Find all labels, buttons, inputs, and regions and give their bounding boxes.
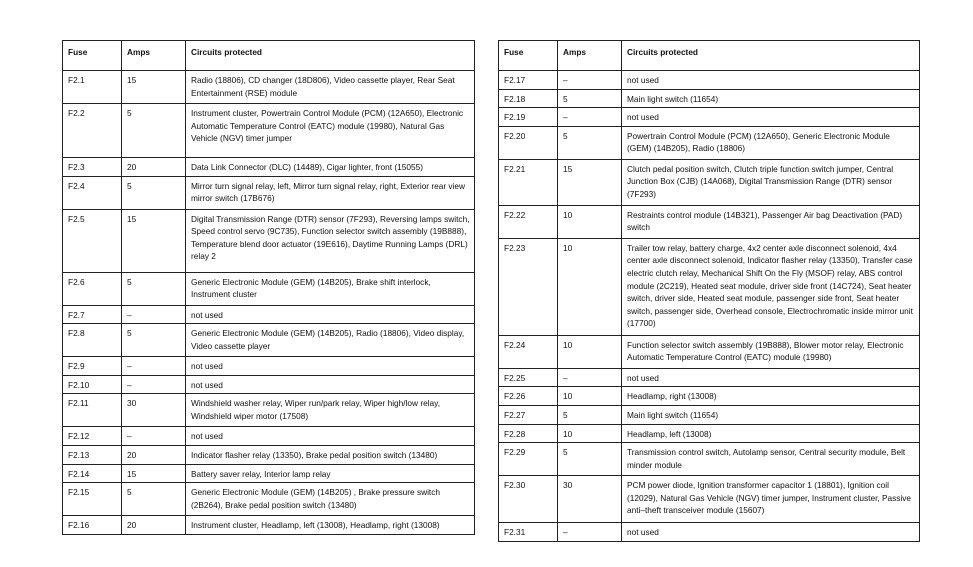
fuse-cell: F2.23 (499, 238, 558, 335)
fuse-table-right (498, 40, 920, 542)
fuse-cell: F2.1 (63, 71, 122, 104)
fuse-cell: F2.26 (499, 387, 558, 406)
circuits-cell: Headlamp, left (13008) (622, 424, 920, 443)
table-row (499, 387, 920, 406)
header-circuits: Circuits protected (186, 41, 475, 71)
amps-cell: – (558, 71, 622, 90)
table-row (63, 209, 475, 272)
amps-cell: 15 (122, 464, 186, 483)
fuse-cell: F2.21 (499, 159, 558, 205)
table-row (63, 427, 475, 446)
amps-cell: 10 (558, 424, 622, 443)
circuits-cell: Main light switch (11654) (622, 89, 920, 108)
table-row (63, 176, 475, 209)
fuse-cell: F2.13 (63, 445, 122, 464)
circuits-cell: not used (186, 305, 475, 324)
header-fuse: Fuse (499, 41, 558, 71)
amps-cell: 10 (558, 335, 622, 368)
circuits-cell: Powertrain Control Module (PCM) (12A650), Generic Electronic Module (GEM) (14B205), Radio (18806) (622, 126, 920, 159)
table-row (499, 368, 920, 387)
amps-cell: 15 (122, 209, 186, 272)
fuse-cell: F2.10 (63, 375, 122, 394)
table-row (499, 108, 920, 127)
table-row (499, 335, 920, 368)
circuits-cell: not used (622, 523, 920, 542)
amps-cell: 10 (558, 205, 622, 238)
circuits-cell: Battery saver relay, Interior lamp relay (186, 464, 475, 483)
fuse-cell: F2.30 (499, 476, 558, 523)
table-row (499, 476, 920, 523)
circuits-cell: Generic Electronic Module (GEM) (14B205) , Brake pressure switch (2B264), Brake pedal position switch (13480) (186, 483, 475, 516)
fuse-cell: F2.4 (63, 176, 122, 209)
fuse-cell: F2.7 (63, 305, 122, 324)
circuits-cell: Function selector switch assembly (19B888), Blower motor relay, Electronic Automatic Temperature Control (EATC) module (19980) (622, 335, 920, 368)
circuits-cell: Transmission control switch, Autolamp sensor, Central security module, Belt minder module (622, 443, 920, 476)
amps-cell: – (122, 357, 186, 376)
table-row (499, 443, 920, 476)
table-row (63, 375, 475, 394)
table-row (63, 483, 475, 516)
table-row (63, 516, 475, 535)
amps-cell: – (558, 108, 622, 127)
header-fuse: Fuse (63, 41, 122, 71)
circuits-cell: not used (186, 375, 475, 394)
circuits-cell: Indicator flasher relay (13350), Brake pedal position switch (13480) (186, 445, 475, 464)
fuse-cell: F2.19 (499, 108, 558, 127)
amps-cell: 30 (558, 476, 622, 523)
amps-cell: 15 (558, 159, 622, 205)
header-circuits: Circuits protected (622, 41, 920, 71)
amps-cell: – (122, 427, 186, 446)
amps-cell: 5 (122, 272, 186, 305)
fuse-cell: F2.12 (63, 427, 122, 446)
table-row (499, 238, 920, 335)
amps-cell: 5 (122, 324, 186, 357)
circuits-cell: Restraints control module (14B321), Passenger Air bag Deactivation (PAD) switch (622, 205, 920, 238)
fuse-cell: F2.2 (63, 104, 122, 158)
amps-cell: 5 (558, 405, 622, 424)
circuits-cell: Generic Electronic Module (GEM) (14B205), Brake shift interlock, Instrument cluster (186, 272, 475, 305)
fuse-cell: F2.16 (63, 516, 122, 535)
circuits-cell: Instrument cluster, Powertrain Control Module (PCM) (12A650), Electronic Automatic Temperature Control (EATC) module (19980), Natural Gas Vehicle (NGV) timer jumper (186, 104, 475, 158)
amps-cell: 5 (122, 483, 186, 516)
amps-cell: – (122, 375, 186, 394)
amps-cell: 10 (558, 387, 622, 406)
fuse-cell: F2.22 (499, 205, 558, 238)
table-row (63, 394, 475, 427)
fuse-cell: F2.8 (63, 324, 122, 357)
circuits-cell: not used (622, 108, 920, 127)
circuits-cell: Data Link Connector (DLC) (14489), Cigar lighter, front (15055) (186, 158, 475, 177)
fuse-table-left (62, 40, 475, 535)
table-row (499, 159, 920, 205)
circuits-cell: Main light switch (11654) (622, 405, 920, 424)
fuse-cell: F2.29 (499, 443, 558, 476)
table-header-row (499, 41, 920, 71)
circuits-cell: not used (622, 368, 920, 387)
table-row (499, 405, 920, 424)
circuits-cell: Radio (18806), CD changer (18D806), Video cassette player, Rear Seat Entertainment (RSE) module (186, 71, 475, 104)
table-row (63, 445, 475, 464)
circuits-cell: Trailer tow relay, battery charge, 4x2 center axle disconnect solenoid, 4x4 center axle disconnect solenoid, Indicator flasher relay (13350), Transfer case electric clutch relay, Mechanical Shift On the Fly (MSOF) relay, ABS control module (2C219), Heated seat module, driver side front (14C724), Seat heater switch, driver side, Heated seat module, passenger side front, Seat heater switch, passenger side, Overhead console, Electrochromatic inside mirror unit (17700) (622, 238, 920, 335)
table-row (499, 89, 920, 108)
table-row (499, 71, 920, 90)
circuits-cell: Mirror turn signal relay, left, Mirror turn signal relay, right, Exterior rear view mirror switch (17B676) (186, 176, 475, 209)
circuits-cell: not used (622, 71, 920, 90)
circuits-cell: Instrument cluster, Headlamp, left (13008), Headlamp, right (13008) (186, 516, 475, 535)
fuse-cell: F2.31 (499, 523, 558, 542)
fuse-cell: F2.14 (63, 464, 122, 483)
table-row (63, 71, 475, 104)
amps-cell: 5 (122, 104, 186, 158)
table-row (63, 464, 475, 483)
amps-cell: 15 (122, 71, 186, 104)
fuse-cell: F2.25 (499, 368, 558, 387)
circuits-cell: Headlamp, right (13008) (622, 387, 920, 406)
circuits-cell: PCM power diode, Ignition transformer capacitor 1 (18801), Ignition coil (12029), Natural Gas Vehicle (NGV) timer jumper, Instrument cluster, Passive anti–theft transceiver module (15607) (622, 476, 920, 523)
table-row (499, 523, 920, 542)
circuits-cell: Generic Electronic Module (GEM) (14B205), Radio (18806), Video display, Video cassette player (186, 324, 475, 357)
table-row (63, 305, 475, 324)
table-row (499, 205, 920, 238)
fuse-cell: F2.24 (499, 335, 558, 368)
fuse-cell: F2.6 (63, 272, 122, 305)
circuits-cell: Windshield washer relay, Wiper run/park relay, Wiper high/low relay, Windshield wiper motor (17508) (186, 394, 475, 427)
amps-cell: 5 (558, 443, 622, 476)
circuits-cell: Digital Transmission Range (DTR) sensor (7F293), Reversing lamps switch, Speed control servo (9C735), Function selector switch assembly (19B888), Temperature blend door actuator (19E616), Daytime Running Lamps (DRL) relay 2 (186, 209, 475, 272)
amps-cell: 20 (122, 445, 186, 464)
circuits-cell: not used (186, 427, 475, 446)
amps-cell: 5 (558, 126, 622, 159)
amps-cell: 10 (558, 238, 622, 335)
fuse-cell: F2.15 (63, 483, 122, 516)
circuits-cell: Clutch pedal position switch, Clutch triple function switch jumper, Central Junction Box (CJB) (14A068), Digital Transmission Range (DTR) sensor (7F293) (622, 159, 920, 205)
header-amps: Amps (558, 41, 622, 71)
amps-cell: – (558, 523, 622, 542)
table-row (499, 126, 920, 159)
amps-cell: 30 (122, 394, 186, 427)
amps-cell: – (558, 368, 622, 387)
table-row (499, 424, 920, 443)
header-amps: Amps (122, 41, 186, 71)
table-row (63, 158, 475, 177)
amps-cell: 5 (558, 89, 622, 108)
table-header-row (63, 41, 475, 71)
circuits-cell: not used (186, 357, 475, 376)
amps-cell: 20 (122, 158, 186, 177)
fuse-cell: F2.20 (499, 126, 558, 159)
amps-cell: – (122, 305, 186, 324)
fuse-cell: F2.5 (63, 209, 122, 272)
fuse-cell: F2.17 (499, 71, 558, 90)
fuse-cell: F2.18 (499, 89, 558, 108)
table-row (63, 357, 475, 376)
table-row (63, 104, 475, 158)
fuse-cell: F2.27 (499, 405, 558, 424)
fuse-cell: F2.3 (63, 158, 122, 177)
table-row (63, 324, 475, 357)
fuse-cell: F2.11 (63, 394, 122, 427)
table-row (63, 272, 475, 305)
amps-cell: 5 (122, 176, 186, 209)
amps-cell: 20 (122, 516, 186, 535)
fuse-cell: F2.9 (63, 357, 122, 376)
fuse-cell: F2.28 (499, 424, 558, 443)
